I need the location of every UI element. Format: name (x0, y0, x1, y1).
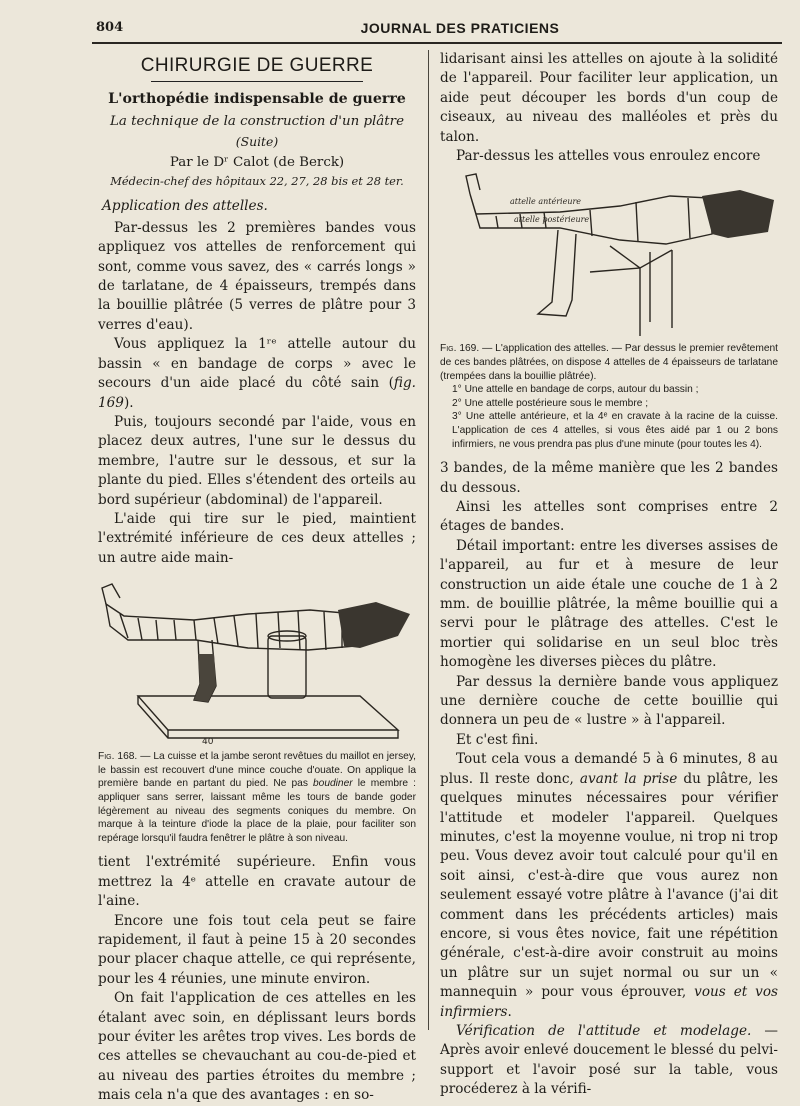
paragraph: Vous appliquez la 1ʳᵉ attelle autour du bassin « en bandage de corps » avec le secours d'un aide placé du côté sain (fig. 169). (98, 336, 416, 411)
figure-label: Fig. 168. (98, 751, 138, 763)
caption-item: 3° Une attelle antérieure, et la 4ᵉ en cravate à la racine de la cuisse. L'application de ces 4 attelles, si vous êtes aidé par 1 ou 2 bons infirmiers, ne vous prendra pas plus d'une minute (pour toutes les 4). (452, 411, 778, 450)
journal-title: JOURNAL DES PRATICIENS (360, 20, 560, 36)
paragraph: Détail important: entre les diverses assises de l'appareil, au fur et à mesure de leur construction un aide étale une couche de 1 à 2 mm. de bouillie plâtrée, la même bouillie qui a servi pour le plâtrage des attelles. C'est le mortier qui solidarise en un seul bloc très homogène les diverses pièces du plâtre. (440, 537, 778, 671)
figure-168-corner-mark: 40 (202, 737, 214, 747)
caption-item: 1° Une attelle en bandage de corps, autour du bassin ; (452, 384, 699, 396)
figure-168-illustration (98, 574, 416, 746)
paragraph: On fait l'application de ces attelles en les étalant avec soin, en déplissant leurs bords pour éviter les arêtes trop vives. Les bords de ces attelles se chevauchant au cou-de-pied et au niveau des parties étroites du membre ; mais cela n'a que des avantages : en so- (98, 990, 416, 1104)
paragraph: Puis, toujours secondé par l'aide, vous en placez deux autres, l'une sur le dessus du membre, l'autre sur le dessous, et sur la plante du pied. Elles s'étendent des orteils au bord supérieur (abdominal) de l'appareil. (98, 413, 416, 508)
paragraph: lidarisant ainsi les attelles on ajoute à la solidité de l'appareil. Pour faciliter leur application, un aide peut découper les bords d'un coup de ciseaux, au niveau des malléoles et près du talon. (440, 51, 778, 145)
article-suite: (Suite) (235, 134, 279, 150)
page-number: 804 (96, 20, 124, 35)
column-divider (428, 50, 429, 1030)
figure-label: Fig. 169. (440, 343, 480, 355)
section-rule (151, 81, 363, 82)
drawn-label-anterior: attelle antérieure (510, 197, 582, 207)
figure-169-illustration (440, 172, 778, 338)
figure-reference: fig. 169 (98, 375, 416, 411)
figure-168-caption: Fig. 168. — La cuisse et la jambe seront revêtues du maillot en jersey, le bassin est recouvert d'une mince couche d'ouate. On applique la première bande en partant du pied. Ne pas boudiner le membre : appliquer sans serrer, laissant même les tours de bande goder légèrement au niveau des segments coniques du membre. On marque à la teinture d'iode la place de la plaie, pour faciliter son repérage lorsqu'il faudra fenêtrer le plâtre à son niveau. (98, 751, 416, 844)
paragraph: Vérification de l'attitude et modelage. — Après avoir enlevé doucement le blessé du pelvi-support et l'avoir posé sur la table, vous procéderez à la vérifi- (440, 1022, 778, 1098)
paragraph: Encore une fois tout cela peut se faire rapidement, il faut à peine 15 à 20 secondes pour placer chaque attelle, ce qui représente, pour les 4 réunies, une minute environ. (98, 912, 416, 987)
paragraph: L'aide qui tire sur le pied, maintient l'extrémité inférieure de ces deux attelles ; un autre aide main- (98, 510, 416, 566)
figure-169-caption: Fig. 169. — L'application des attelles. — Par dessus le premier revêtement de ces bandes plâtrées, on dispose 4 attelles de 4 épaisseurs de tarlatane (trempées dans la bouillie plâtrée). 1° Une attelle en bandage de corps, autour du bassin ; 2° Une attelle postérieure sous le membre ; 3° Une attelle antérieure, et la 4ᵉ en cravate à la racine de la cuisse. L'application de ces 4 attelles, si vous êtes aidé par 1 ou 2 bons infirmiers, ne vous prendra pas plus d'une minute (pour toutes les 4). (440, 343, 779, 450)
paragraph: Par dessus la dernière bande vous appliquez une dernière couche de cette bouillie qui donnera un peu de « lustre » à l'appareil. (440, 673, 778, 729)
right-column (440, 50, 778, 1100)
section-title: CHIRURGIE DE GUERRE (140, 55, 374, 76)
paragraph: tient l'extrémité supérieure. Enfin vous mettrez la 4ᵉ attelle en cravate autour de l'aine. (98, 854, 416, 910)
left-column (98, 50, 416, 1106)
subheading-application: Application des attelles. (102, 198, 268, 215)
paragraph: Et c'est fini. (456, 731, 539, 748)
drawn-label-posterior: attelle postérieure (514, 215, 590, 225)
header-rule (92, 42, 782, 44)
article-subtitle: La technique de la construction d'un plâtre (110, 113, 404, 129)
paragraph: Par-dessus les 2 premières bandes vous appliquez vos attelles de renforcement qui sont, comme vous savez, des « carrés longs » de tarlatane, de 4 épaisseurs, trempés dans la bouillie plâtrée (5 verres de plâtre pour 3 verres d'eau). (98, 219, 416, 333)
article-title: L'orthopédie indispensable de guerre (108, 91, 406, 108)
caption-item: 2° Une attelle postérieure sous le membre ; (452, 397, 649, 409)
paragraph: 3 bandes, de la même manière que les 2 bandes du dessous. (440, 460, 778, 496)
paragraph: Tout cela vous a demandé 5 à 6 minutes, 8 au plus. Il reste donc, avant la prise du plâtre, les quelques minutes nécessaires pour vérifier l'attitude et modeler l'appareil. Quelques minutes, c'est la moyenne voulue, ni trop ni trop peu. Vous devez avoir tout calculé pour qu'il en soit ainsi, c'est-à-dire que vous aurez non seulement essayé votre plâtre à l'avance (j'ai dit comment dans les précédents articles) mais encore, si vous êtes novice, fait une répétition générale, c'est-à-dire avoir construit au moins un plâtre sur un sujet normal ou sur un « mannequin » pour vous éprouver, vous et vos infirmiers. (440, 751, 778, 1020)
subheading-verification: Vérification de l'attitude et modelage. (456, 1022, 752, 1039)
paragraph: Par-dessus les attelles vous enroulez encore (456, 148, 761, 165)
article-author: Par le Dʳ Calot (de Berck) (169, 154, 345, 170)
paragraph: Ainsi les attelles sont comprises entre 2 étages de bandes. (440, 499, 778, 535)
author-role: Médecin-chef des hôpitaux 22, 27, 28 bis et 28 ter. (110, 174, 404, 189)
